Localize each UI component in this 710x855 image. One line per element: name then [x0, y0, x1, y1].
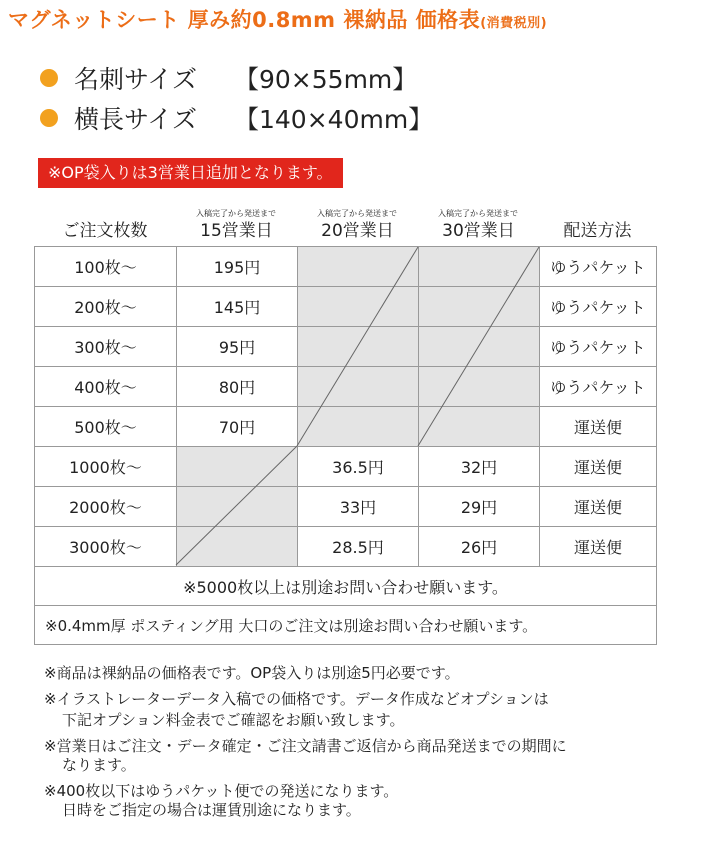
table-row	[35, 247, 657, 287]
note-item: ※イラストレーターデータ入稿での価格です。データ作成などオプションは	[44, 690, 549, 708]
price-table	[34, 246, 657, 645]
table-footer-row	[35, 567, 657, 606]
unavailable-cell	[298, 247, 419, 287]
shipping-cell: 運送便	[540, 487, 657, 527]
price-15-cell: 95円	[177, 327, 298, 367]
note-item: ※営業日はご注文・データ確定・ご注文請書ご返信から商品発送までの期間に	[44, 737, 567, 755]
size-item-meishi	[40, 58, 433, 98]
note-item: 下記オプション料金表でご確認をお願い致します。	[62, 711, 405, 729]
unavailable-cell	[177, 527, 298, 567]
page-title	[8, 4, 547, 34]
qty-cell: 3000枚～	[35, 527, 177, 567]
qty-cell: 500枚～	[35, 407, 177, 447]
size-label: 名刺サイズ	[74, 65, 198, 94]
price-15-cell: 195円	[177, 247, 298, 287]
price-30-cell: 26円	[419, 527, 540, 567]
table-row	[35, 447, 657, 487]
header-20days: 20営業日	[321, 221, 394, 241]
qty-cell: 400枚～	[35, 367, 177, 407]
table-row	[35, 287, 657, 327]
price-15-cell: 70円	[177, 407, 298, 447]
qty-cell: 300枚～	[35, 327, 177, 367]
posting-order-note: ※0.4mm厚 ポスティング用 大口のご注文は別途お問い合わせ願います。	[35, 606, 657, 645]
note-item: ※商品は裸納品の価格表です。OP袋入りは別途5円必要です。	[44, 664, 460, 682]
lead-time-note: 入稿完了から発送まで	[196, 209, 276, 218]
unavailable-cell	[298, 287, 419, 327]
table-footer-row	[35, 606, 657, 645]
unavailable-cell	[419, 367, 540, 407]
bullet-dot-icon	[40, 109, 58, 127]
header-shipping: 配送方法	[563, 221, 632, 241]
qty-cell: 2000枚～	[35, 487, 177, 527]
price-30-cell: 29円	[419, 487, 540, 527]
price-20-cell: 36.5円	[298, 447, 419, 487]
large-order-note: ※5000枚以上は別途お問い合わせ願います。	[35, 567, 657, 606]
size-dims: 【140×40mm】	[234, 105, 434, 134]
shipping-cell: ゆうパケット	[540, 367, 657, 407]
unavailable-cell	[419, 287, 540, 327]
tax-note: (消費税別)	[480, 16, 548, 31]
unavailable-cell	[298, 367, 419, 407]
table-row	[35, 527, 657, 567]
shipping-cell: 運送便	[540, 407, 657, 447]
price-20-cell: 33円	[298, 487, 419, 527]
title-text: マグネットシート 厚み約0.8mm 裸納品 価格表	[8, 8, 481, 32]
size-label: 横長サイズ	[74, 105, 198, 134]
qty-cell: 1000枚～	[35, 447, 177, 487]
unavailable-cell	[177, 447, 298, 487]
table-row	[35, 487, 657, 527]
unavailable-cell	[419, 407, 540, 447]
price-15-cell: 80円	[177, 367, 298, 407]
note-item: ※400枚以下はゆうパケット便での発送になります。	[44, 782, 399, 800]
header-quantity: ご注文枚数	[62, 221, 148, 241]
qty-cell: 100枚～	[35, 247, 177, 287]
table-row	[35, 407, 657, 447]
unavailable-cell	[177, 487, 298, 527]
table-row	[35, 327, 657, 367]
header-15days: 15営業日	[200, 221, 273, 241]
op-bag-banner: ※OP袋入りは3営業日追加となります。	[38, 158, 343, 188]
note-item: 日時をご指定の場合は運賃別途になります。	[62, 801, 361, 819]
size-item-yokonaga	[40, 98, 433, 138]
shipping-cell: 運送便	[540, 527, 657, 567]
price-15-cell: 145円	[177, 287, 298, 327]
notes-section	[44, 664, 684, 827]
qty-cell: 200枚～	[35, 287, 177, 327]
unavailable-cell	[298, 407, 419, 447]
lead-time-note: 入稿完了から発送まで	[317, 209, 397, 218]
unavailable-cell	[298, 327, 419, 367]
unavailable-cell	[419, 247, 540, 287]
size-list	[40, 58, 433, 138]
shipping-cell: ゆうパケット	[540, 287, 657, 327]
shipping-cell: ゆうパケット	[540, 327, 657, 367]
shipping-cell: ゆうパケット	[540, 247, 657, 287]
bullet-dot-icon	[40, 69, 58, 87]
lead-time-note: 入稿完了から発送まで	[438, 209, 518, 218]
price-30-cell: 32円	[419, 447, 540, 487]
table-row	[35, 367, 657, 407]
note-item: なります。	[62, 756, 136, 774]
header-30days: 30営業日	[442, 221, 515, 241]
price-20-cell: 28.5円	[298, 527, 419, 567]
size-dims: 【90×55mm】	[234, 65, 418, 94]
unavailable-cell	[419, 327, 540, 367]
shipping-cell: 運送便	[540, 447, 657, 487]
